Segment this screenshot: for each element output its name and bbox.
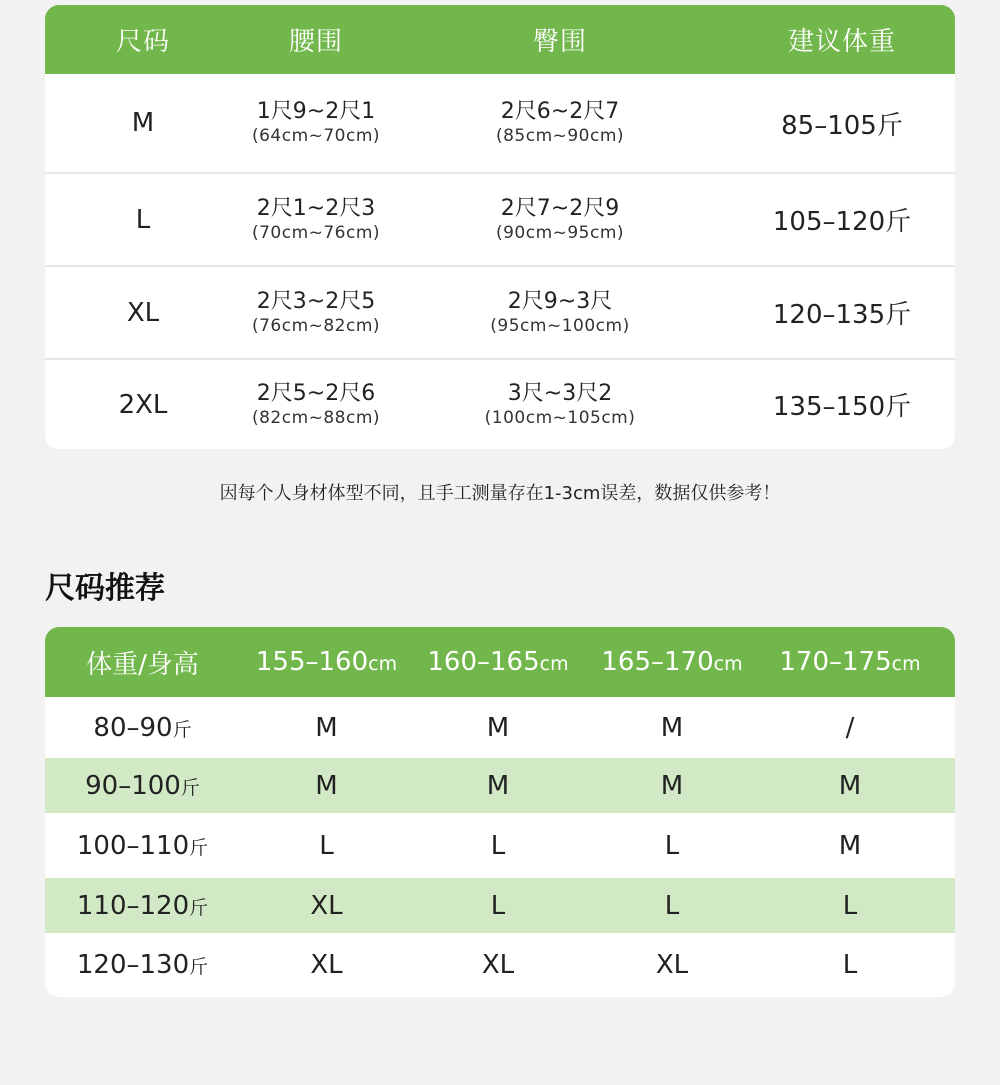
weight-unit: 斤	[189, 836, 209, 859]
size-chart-header	[45, 5, 955, 74]
size-cell: M	[660, 770, 684, 801]
height-range: 160–165	[427, 647, 540, 677]
size-cell: M	[486, 770, 510, 801]
size-cell: L	[664, 830, 680, 861]
header-corner: 体重/身高	[86, 649, 199, 680]
size-cell: XL	[126, 297, 160, 328]
weight-cell: 85–105斤	[781, 110, 903, 141]
hip-cm-value: (90cm~95cm)	[495, 222, 625, 243]
waist-cell	[241, 381, 391, 429]
header-size: 尺码	[115, 27, 170, 57]
table-row	[45, 172, 955, 265]
size-cell: XL	[655, 950, 689, 980]
header-weight: 建议体重	[787, 27, 896, 57]
header-height	[413, 647, 583, 677]
hip-value: 2尺6~2尺7	[500, 99, 620, 124]
size-cell: M	[131, 108, 155, 138]
size-cell: M	[315, 712, 338, 743]
table-row	[45, 265, 955, 358]
waist-value: 2尺3~2尺5	[256, 288, 376, 314]
table-row	[45, 358, 955, 449]
size-cell: M	[838, 830, 862, 861]
size-cell: L	[319, 830, 334, 861]
hip-cell	[391, 196, 729, 244]
hip-value: 2尺9~3尺	[507, 288, 613, 314]
weight-cell: 105–120斤	[772, 207, 912, 237]
size-cell: 2XL	[118, 389, 168, 420]
header-waist: 腰围	[288, 27, 343, 57]
size-cell: L	[842, 890, 858, 921]
weight-label	[45, 950, 240, 980]
size-chart-table	[45, 5, 955, 449]
size-cell: L	[490, 830, 506, 861]
weight-cell: 120–135斤	[772, 300, 912, 330]
weight-range: 90–100	[85, 770, 181, 801]
size-cell: M	[838, 770, 862, 801]
waist-cell	[241, 196, 391, 244]
weight-unit: 斤	[189, 956, 209, 978]
size-cell: M	[486, 712, 510, 743]
hip-cm-value: (95cm~100cm)	[490, 315, 630, 336]
section-title: 尺码推荐	[45, 571, 165, 606]
table-row	[45, 933, 955, 997]
weight-label	[45, 891, 240, 921]
size-cell: XL	[481, 950, 515, 980]
waist-cm-value: (82cm~88cm)	[251, 407, 381, 428]
weight-label	[45, 831, 240, 861]
table-row	[45, 813, 955, 878]
height-unit: cm	[891, 653, 921, 675]
weight-unit: 斤	[172, 718, 192, 741]
waist-value: 2尺1~2尺3	[256, 195, 376, 221]
weight-label	[45, 713, 240, 743]
weight-range: 80–90	[93, 712, 173, 743]
header-height	[240, 647, 413, 677]
weight-unit: 斤	[180, 776, 200, 799]
size-cell: M	[660, 712, 684, 743]
weight-range: 120–130	[76, 950, 190, 980]
waist-cm-value: (70cm~76cm)	[251, 222, 381, 243]
table-row	[45, 878, 955, 933]
table-row	[45, 758, 955, 813]
hip-cell	[391, 289, 729, 337]
table-row	[45, 697, 955, 758]
header-hip: 臀围	[532, 27, 587, 57]
hip-cm-value: (85cm~90cm)	[495, 126, 625, 146]
table-row	[45, 74, 955, 172]
waist-cell	[241, 289, 391, 337]
header-height	[761, 647, 939, 677]
size-cell: XL	[310, 950, 343, 980]
size-cell: M	[315, 770, 338, 801]
height-range: 155–160	[255, 647, 369, 677]
waist-cm-value: (76cm~82cm)	[251, 315, 381, 336]
weight-cell: 135–150斤	[772, 392, 912, 422]
size-recommendation-table	[45, 627, 955, 997]
height-range: 165–170	[601, 647, 714, 677]
header-height	[583, 647, 761, 677]
size-cell: L	[135, 204, 151, 235]
hip-cell	[391, 381, 729, 429]
size-cell: XL	[310, 890, 343, 921]
size-cell: L	[490, 890, 506, 921]
size-cell: L	[664, 890, 680, 921]
height-unit: cm	[539, 653, 569, 675]
size-cell: L	[842, 950, 858, 980]
height-unit: cm	[713, 653, 743, 675]
size-cell: /	[845, 712, 855, 743]
hip-value: 2尺7~2尺9	[500, 195, 620, 221]
hip-value: 3尺~3尺2	[507, 380, 613, 406]
waist-cell	[241, 99, 391, 147]
hip-cm-value: (100cm~105cm)	[484, 407, 636, 428]
waist-value: 1尺9~2尺1	[256, 99, 376, 124]
recommendation-header	[45, 627, 955, 697]
height-range: 170–175	[779, 647, 892, 677]
weight-unit: 斤	[189, 896, 209, 919]
waist-cm-value: (64cm~70cm)	[251, 126, 381, 146]
hip-cell	[391, 99, 729, 147]
height-unit: cm	[368, 653, 398, 675]
waist-value: 2尺5~2尺6	[256, 380, 376, 406]
weight-range: 110–120	[76, 890, 190, 921]
weight-range: 100–110	[76, 830, 190, 861]
weight-label	[45, 771, 240, 801]
measurement-note: 因每个人身材体型不同，且手工测量存在1-3cm误差，数据仅供参考！	[219, 483, 781, 504]
